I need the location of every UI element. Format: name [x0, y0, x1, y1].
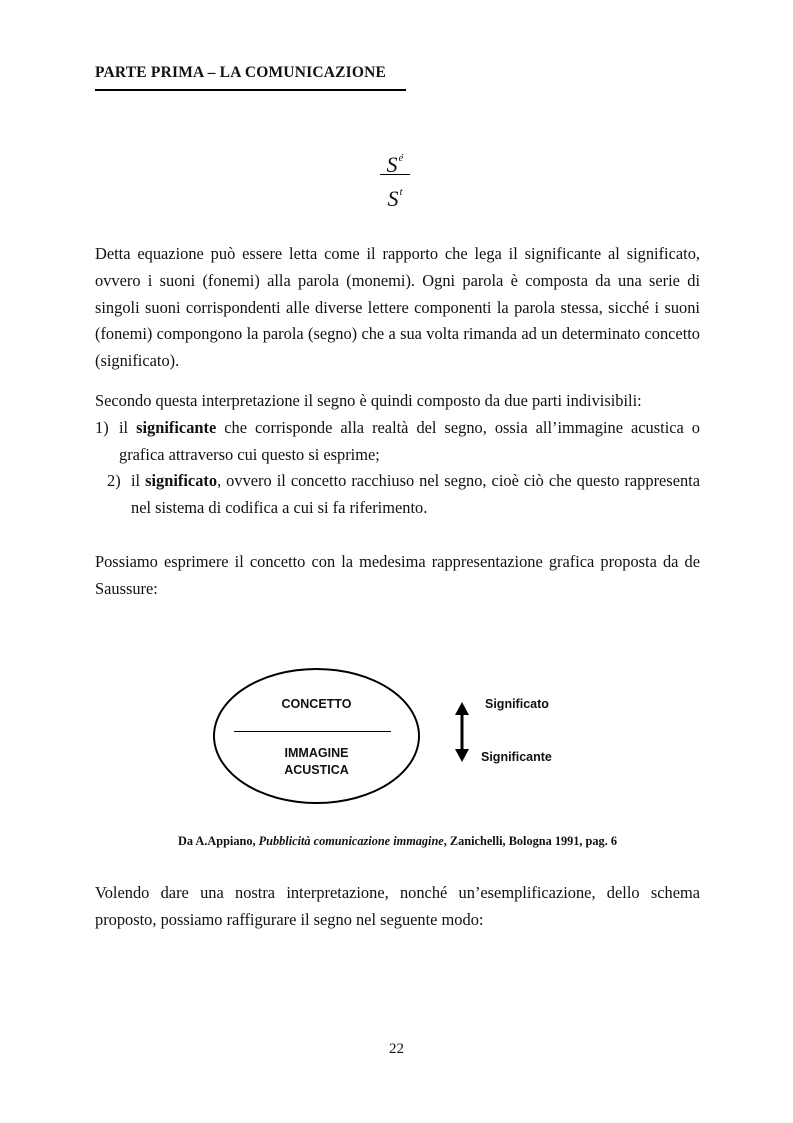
saussure-sign-diagram [200, 660, 600, 820]
caption-suffix: , Zanichelli, Bologna 1991, pag. 6 [443, 834, 617, 848]
label-significante: Significante [481, 750, 552, 764]
label-concetto: CONCETTO [281, 697, 352, 711]
list-item-pre: il [131, 471, 146, 491]
list-item-significato [95, 468, 700, 522]
paragraph-saussure-intro: Possiamo esprimere il concetto con la medesima rappresentazione grafica proposta da de Saussure: [95, 552, 700, 598]
header-rule [95, 89, 406, 91]
formula-denominator-symbol: S [387, 186, 399, 211]
list-item-number: 1) [95, 417, 109, 437]
list-item-significante [95, 415, 700, 469]
caption-title: Pubblicità comunicazione immagine [258, 834, 444, 848]
page-header-title: PARTE PRIMA – LA COMUNICAZIONE [95, 64, 387, 81]
label-acustica: ACUSTICA [284, 763, 349, 777]
label-immagine: IMMAGINE [284, 746, 349, 760]
double-arrow-icon [454, 702, 470, 762]
label-significato: Significato [485, 697, 549, 711]
formula [360, 142, 430, 211]
paragraph-equation-explanation: Detta equazione può essere letta come il rapporto che lega il significante al significato, ovvero i suoni (fonemi) alla parola (monemi). Ogni parola è composta da una serie di singoli suoni corrispondenti alle diverse lettere componenti la parola stessa, sicché i suoni (fonemi) compongono la parola (segno) che a sua volta rimanda ad un determinato concetto (significato). [95, 244, 700, 371]
page-number: 22 [389, 1041, 404, 1057]
formula-numerator-superscript: é [398, 152, 404, 164]
label-immagine-acustica [213, 745, 420, 779]
list-item-term: significato [145, 471, 218, 491]
list-item-rest: che corrisponde alla realtà del segno, ossia all’immagine acustica o grafica attraverso cui questo si esprime; [119, 417, 700, 464]
figure-caption [95, 834, 700, 849]
paragraph-interpretation: Secondo questa interpretazione il segno è quindi composto da due parti indivisibili: [95, 391, 642, 410]
formula-numerator-symbol: S [386, 152, 398, 177]
ellipse-divider [234, 731, 391, 732]
sign-ellipse [213, 668, 420, 804]
formula-numerator [360, 142, 430, 177]
caption-prefix: Da A.Appiano, [177, 834, 259, 848]
paragraph-interpretation-example: Volendo dare una nostra interpretazione, nonché un’esemplificazione, dello schema proposto, possiamo raffigurare il segno nel seguente modo: [95, 883, 700, 929]
list-item-pre: il [119, 417, 137, 437]
list-item-rest: , ovvero il concetto racchiuso nel segno, cioè ciò che questo rappresenta nel sistema di codifica a cui si fa riferimento. [131, 471, 700, 518]
list-item-number: 2) [107, 471, 121, 491]
formula-denominator-superscript: t [399, 186, 403, 198]
list-item-text [131, 468, 700, 522]
list-item-term: significante [136, 417, 217, 437]
list-item-text [119, 415, 700, 469]
formula-denominator [360, 175, 430, 211]
definition-block [95, 388, 700, 522]
